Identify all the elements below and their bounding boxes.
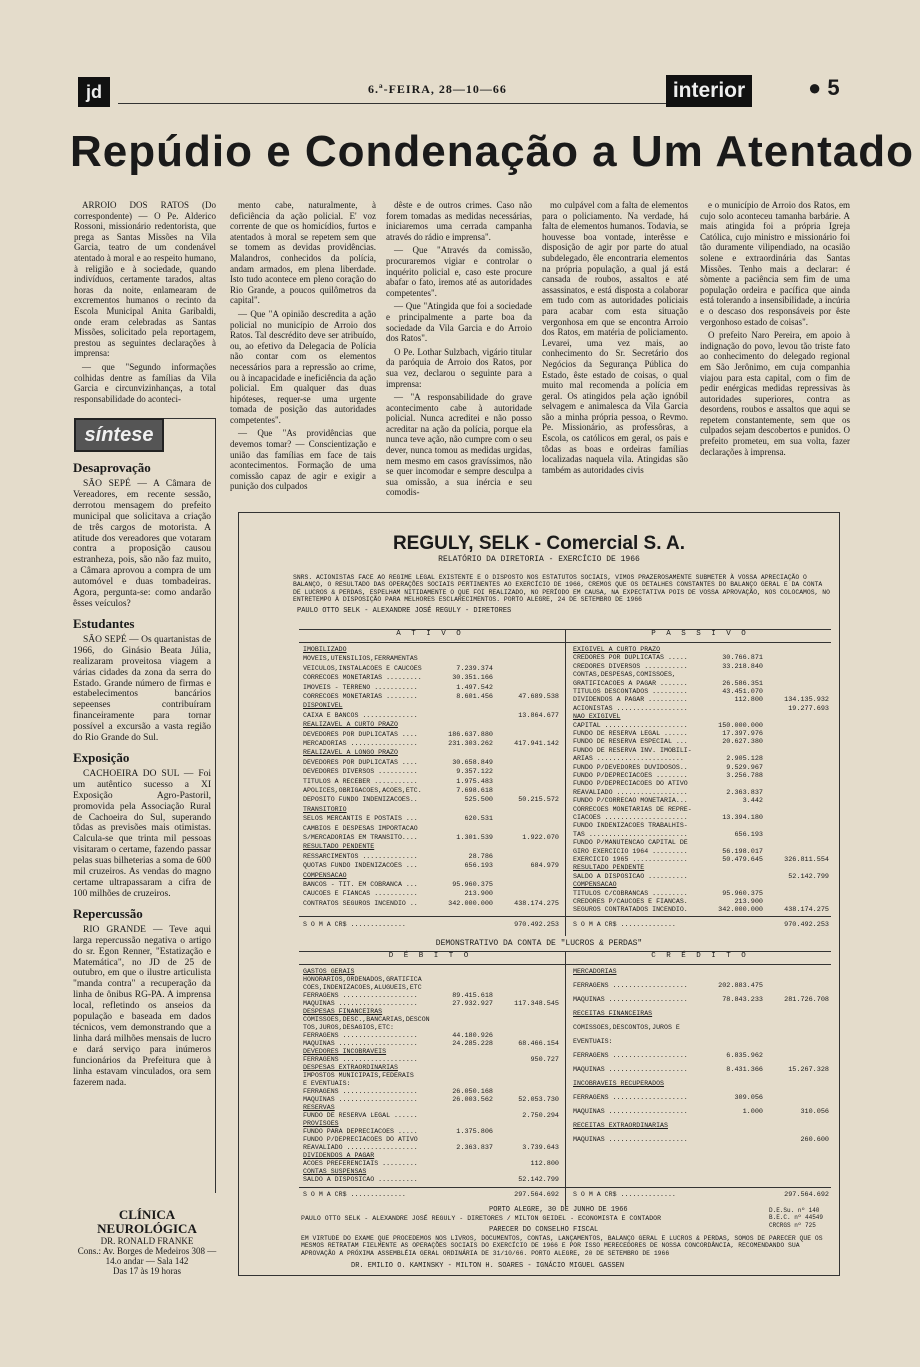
article-paragraph: mento cabe, naturalmente, à deficiência da ação policial. E' voz corrente de que os homicídios, furtos e atentados à moral se repetem sem que se tomem as devidas providências. Malandros, conhecidos da polícia, andam armados, em plena liberdade. Isto tudo acontece em pleno coração do Rio Grande, a poucos quilômetros da capital". [230, 200, 376, 306]
account-partial-value: 3.256.788 [726, 772, 763, 780]
article-column-4 [542, 200, 688, 505]
account-label: CORRECOES MONETARIAS ......... [303, 674, 422, 682]
clinic-hours: Das 17 às 19 horas [113, 1266, 181, 1276]
account-partial-value: 3.442 [742, 797, 763, 806]
account-label: DIVIDENDOS A PAGAR .......... [573, 696, 688, 704]
financial-report-ad [238, 512, 840, 1276]
page-number-value: 5 [827, 75, 840, 100]
account-partial-value: 44.180.926 [452, 1032, 493, 1040]
account-total-value: 52.053.730 [518, 1096, 559, 1104]
account-partial-value: 186.637.880 [448, 730, 493, 739]
account-total-value: 52.142.799 [518, 1176, 559, 1184]
article-column-5 [700, 200, 850, 505]
dre-divider [565, 952, 566, 1206]
account-label: MERCADORIAS [573, 968, 617, 975]
brief-text: SÃO SEPÉ — Os quartanistas de 1966, do Ginásio Beata Júlia, realizaram proveitosa viagem a várias cidades da zona da serra do Estado. Grande número de firmas e estabelecimentos bancários sepeenses contribuíram financeiramente para tornar possível a excursão a vasta região do Rio Grande do Sul. [73, 634, 211, 744]
account-partial-value: 20.627.380 [722, 738, 763, 747]
account-label: DIVIDENDOS A PAGAR [303, 1152, 375, 1159]
soma-credito-value: 297.564.692 [784, 1191, 829, 1199]
account-partial-value: 28.786 [468, 852, 493, 861]
account-label: DEVEDORES POR DUPLICATAS .... [303, 758, 418, 766]
account-partial-value: 8.601.456 [456, 693, 493, 701]
account-partial-value: 13.394.180 [722, 814, 763, 822]
account-label: REAVALIADO .................. [573, 788, 688, 796]
account-partial-value: 43.451.070 [722, 688, 763, 696]
soma-ativo-value: 970.492.253 [514, 921, 559, 929]
article-paragraph: O prefeito Naro Pereira, em apoio à indignação do povo, levou tão triste fato ao conhecimento do delegado regional em São Jerônimo, em cuja companhia viajou para esta capital, com o fim de pedir enérgicas medidas repressivas às autoridades superiores, contra as desordens, roubos e assaltos que aqui se repetem constantemente, sem que os culpados sejam descobertos e punidos. O prefeito prometeu, em sua volta, fazer declarações à imprensa. [700, 330, 850, 457]
account-partial-value: 95.960.375 [722, 889, 763, 898]
account-label: FERRAGENS ................... [303, 992, 418, 999]
account-total-value: 950.727 [530, 1056, 559, 1064]
account-label: RESULTADO PENDENTE [303, 843, 375, 851]
report-subtitle: RELATÓRIO DA DIRETORIA - EXERCÍCIO DE 1966 [438, 555, 640, 564]
account-label: RECEITAS FINANCEIRAS [573, 1010, 653, 1017]
account-label: TOS,JUROS,DESAGIOS,ETC: [303, 1024, 395, 1031]
account-partial-value: 1.375.806 [456, 1128, 493, 1136]
account-label: SALDO A DISPOSICAO .......... [573, 872, 688, 880]
account-label: FERRAGENS ................... [303, 1056, 418, 1063]
account-label: GASTOS GERAIS [303, 968, 355, 975]
footer-date: PORTO ALEGRE, 30 DE JUNHO DE 1966 [489, 1206, 628, 1214]
account-label: FUNDO DE RESERVA LEGAL ...... [303, 1112, 418, 1119]
account-total-value: 3.739.643 [522, 1144, 559, 1152]
account-partial-value: 309.056 [734, 1094, 763, 1102]
account-partial-value: 27.932.927 [452, 1000, 493, 1008]
account-label: FUNDO P/DEPRECIACOES DO ATIVO [573, 780, 688, 788]
account-partial-value: 2.363.837 [456, 1144, 493, 1152]
account-label: MAQUINAS .................... [573, 1108, 688, 1115]
article-paragraph: O Pe. Lothar Sulzbach, vigário titular da paróquia de Arroio dos Ratos, por sua vez, declarou o seguinte para a imprensa: [386, 346, 532, 389]
account-total-value: 50.215.572 [518, 796, 559, 805]
account-partial-value: 56.198.017 [722, 847, 763, 856]
account-total-value: 684.979 [530, 862, 559, 871]
account-partial-value: 26.003.562 [452, 1096, 493, 1104]
account-partial-value: 30.658.849 [452, 758, 493, 767]
account-total-value: 15.267.328 [788, 1066, 829, 1074]
account-total-value: 438.174.275 [514, 899, 559, 908]
account-total-value: 47.689.538 [518, 693, 559, 701]
parecer-signers: DR. EMILIO O. KAMINSKY - MILTON H. SOARES - IGNÁCIO MIGUEL GASSEN [351, 1262, 625, 1270]
account-partial-value: 9.357.122 [456, 768, 493, 777]
account-total-value: 134.135.932 [784, 696, 829, 705]
article-paragraph: — Que "Atingida que foi a sociedade e principalmente a parte boa da sociedade da Vila Garcia e do Arroio dos Ratos". [386, 301, 532, 344]
article-paragraph: — que "Segundo informações colhidas dentre as famílias da Vila Garcia e circunvizinhanças, a total responsabilidade do aconteci- [74, 361, 216, 404]
account-total-value: 438.174.275 [784, 906, 829, 915]
account-partial-value: 17.397.976 [722, 730, 763, 738]
report-intro: SNRS. ACIONISTAS FACE AO REGIME LEGAL EXISTENTE E O DISPOSTO NOS ESTATUTOS SOCIAIS, VIMOS PRAZEROSAMENTE SUBMETER À VOSSA APRECIAÇÃO O BALANÇO, O RESULTADO DAS OPERAÇÕES SOCIAIS PERTINENTES AO EXERCÍCIO DE 1966, CREMOS QUE OS DETALHES CONSTANTES DO BALANÇO GERAL E DA CONTA DE LUCROS & PERDAS, ESPELHAM NITIDAMENTE O QUE FOI REALIZADO, NO PERÍODO EM CAUSA, NA EXPECTATIVA POIS DE VOSSA APROVAÇÃO, NOS COLOCAMOS, NO ENTRETEMPO À DISPOSIÇÃO PARA MELHORES ESCLARECIMENTOS. PORTO ALEGRE, 24 DE SETEMBRO DE 1966 [293, 574, 830, 604]
account-label: FERRAGENS ................... [573, 1052, 688, 1059]
account-label: EXIGIVEL A CURTO PRAZO [573, 646, 661, 653]
header-rule [118, 103, 670, 104]
account-label: ACOES PREFERENCIAIS ......... [303, 1160, 418, 1167]
account-label: NAO EXIGIVEL [573, 713, 621, 721]
account-label: COMPENSACAO [303, 871, 347, 879]
account-label: TITULOS C/COBRANCAS ......... [573, 889, 688, 897]
account-label: DEVEDORES DIVERSOS .......... [303, 768, 418, 776]
article-column-3 [386, 200, 532, 505]
account-label: REAVALIADO .................. [303, 1144, 418, 1151]
account-partial-value: 7.239.374 [456, 664, 493, 673]
soma-debito-value: 297.564.692 [514, 1191, 559, 1199]
account-label: IMPOSTOS MUNICIPAIS,FEDERAIS [303, 1072, 414, 1079]
ativo-header: A T I V O [396, 630, 464, 638]
account-label: MAQUINAS .................... [573, 1066, 688, 1073]
account-label: CAMBIOS E DESPESAS IMPORTACAO [303, 824, 418, 832]
account-label: CORRECOES MONETARIAS DE REPRE- [573, 805, 692, 813]
account-partial-value: 656.193 [464, 862, 493, 871]
parecer-text: EM VIRTUDE DO EXAME QUE PROCEDEMOS NOS LIVROS, DOCUMENTOS, CONTAS, LANÇAMENTOS, BALANÇO GERAL E LUCROS & PERDAS, SOMOS DE PARECER QUE OS MESMOS RETRATAM FIELMENTE AS OPERAÇÕES SOCIAIS DO EXERCÍCIO DE 1966 E POR ISSO MERECEDORES DE NOSSA CONCORDÂNCIA, RECOMENDANDO SUA APROVAÇÃO A PRÓXIMA ASSEMBLÉIA GERAL ORDINÁRIA DE 31/10/66. PORTO ALEGRE, 20 DE SETEMBRO DE 1966 [301, 1235, 823, 1257]
account-label: SEGUROS CONTRATADOS INCENDIO. [573, 906, 688, 914]
account-label: FUNDO DE RESERVA ESPECIAL ... [573, 738, 688, 746]
article-paragraph: mo culpável com a falta de elementos para o policiamento. Na verdade, há falta de elementos humanos. Todavia, se houvesse boa vontade, interêsse e disposição de agir por parte do atual subdelegado, êle encontraria elementos na própria população, a qual já está cansada de roubos, assaltos e até assassinatos, e está disposta a colaborar em tudo com as autoridades policiais para acabar com esta situação vergonhosa em que se encontra Arroio dos Ratos, em matéria de policiamento. Levarei, uma vez mais, ao conhecimento do Sr. Secretário dos Negócios da Segurança Pública do Estado, êste estado de coisas, o qual muito mal recomenda a polícia em geral. Os atingidos pela ação ignóbil selvagem e animalesca da Vila Garcia são a minha própria pessoa, o Revmo. Pe. Missionário, as professôras, a Escola, os católicos em geral, os pais e tôdas as boas e ordeiras famílias localizadas naquela vila. Atingidas são também as autoridades civis [542, 200, 688, 475]
account-label: MOVEIS,UTENSILIOS,FERRAMENTAS [303, 655, 418, 663]
footer-signers: PAULO OTTO SELK - ALEXANDRE JOSÉ REGULY - DIRETORES / MILTON GEIDEL - ECONOMISTA E CONTADOR [301, 1215, 662, 1222]
account-partial-value: 30.766.871 [722, 654, 763, 663]
account-partial-value: 202.883.475 [718, 982, 763, 990]
sintese-label: síntese [74, 418, 164, 452]
account-partial-value: 7.698.618 [456, 787, 493, 795]
account-label: SALDO A DISPOSICAO .......... [303, 1176, 418, 1183]
account-label: REALIZAVEL A CURTO PRAZO [303, 721, 398, 729]
account-label: DESPESAS EXTRAORDINARIAS [303, 1064, 398, 1071]
account-total-value: 13.864.677 [518, 711, 559, 720]
account-total-value: 1.922.070 [522, 834, 559, 842]
account-label: BANCOS - TIT. EM COBRANCA ... [303, 881, 418, 888]
account-label: QUOTAS FUNDO INDENIZACOES ... [303, 862, 418, 870]
clinic-title: CLÍNICA NEUROLÓGICA [97, 1207, 197, 1236]
account-partial-value: 26.586.351 [722, 679, 763, 688]
account-partial-value: 1.301.539 [456, 834, 493, 842]
account-label: ARIAS ...................... [573, 755, 684, 763]
clinic-ad [73, 1208, 221, 1276]
account-label: FUNDO INDENIZACOES TRABALHIS- [573, 822, 688, 830]
account-label: COMISSOES,DESC.,BANCARIAS,DESCON [303, 1016, 430, 1023]
account-partial-value: 620.531 [464, 815, 493, 824]
soma-credito-label: S O M A CR$ .............. [573, 1191, 676, 1198]
account-label: RECEITAS EXTRAORDINARIAS [573, 1122, 668, 1129]
account-total-value: 117.348.545 [514, 1000, 559, 1008]
account-label: TRANSITORIO [303, 805, 347, 813]
account-partial-value: 656.193 [734, 830, 763, 839]
article-paragraph: e o município de Arroio dos Ratos, em cujo solo aconteceu tamanha barbárie. A mais atingida foi a própria Igreja Católica, cujo ministro e missionário foi tão duramente vilipendiado, na ocasião solene e extraordinária das Santas Missões. Tenho mais a declarar: é sòmente a paciência sem fim de uma população ordeira e pacífica que ainda está tolerando a insensibilidade, a incúria e o descaso dos responsáveis por êste vergonhoso estado de coisas". [700, 200, 850, 327]
account-partial-value: 6.835.962 [726, 1052, 763, 1060]
article-paragraph: — Que "As providências que devemos tomar? — Conscientização e união das famílias em face de tais acontecimentos. Formação de uma comissão capaz de agir e exigir a punição dos culpados [230, 428, 376, 492]
article-paragraph: — "A responsabilidade do grave acontecimento cabe à autoridade policial. Nunca acreditei e não posso acreditar na ação da polícia, porque ela nunca teve ação, não cumpre com o seu dever, nunca tomou as medidas urgidas, nem mesmo em casos gravíssimos, não se quer incomodar e sempre desculpa a sua omissão, a sua inércia e seu comodis- [386, 392, 532, 498]
page-number: ● 5 [808, 75, 840, 100]
account-total-value: 68.466.154 [518, 1040, 559, 1048]
account-label: HONORARIOS,ORDENADOS,GRATIFICA [303, 976, 422, 983]
account-label: DEVEDORES POR DUPLICATAS .... [303, 730, 418, 738]
account-partial-value: 1.000 [742, 1108, 763, 1116]
account-total-value: 417.941.142 [514, 740, 559, 748]
account-label: TITULOS DESCONTADOS ......... [573, 688, 688, 695]
account-label: MAQUINAS .................... [303, 1000, 418, 1007]
dre-soma-rule [299, 1187, 831, 1188]
parecer-title: PARECER DO CONSELHO FISCAL [489, 1226, 599, 1234]
brief-title: Estudantes [73, 615, 135, 631]
account-label: CONTRATOS SEGUROS INCENDIO .. [303, 899, 418, 907]
account-label: FUNDO P/DEPRECIACOES DO ATIVO [303, 1136, 418, 1143]
sintese-sidebar [73, 454, 211, 1092]
account-label: ACIONISTAS .................. [573, 704, 688, 712]
account-label: MERCADORIAS ................. [303, 740, 418, 747]
soma-debito-label: S O M A CR$ .............. [303, 1191, 406, 1198]
article-column-1 [74, 200, 216, 408]
article-paragraph: dêste e de outros crimes. Caso não forem tomadas as medidas necessárias, iniciaremos uma cerrada campanha através do rádio e imprensa". [386, 200, 532, 242]
account-label: REALIZAVEL A LONGO PRAZO [303, 749, 398, 757]
account-label: MAQUINAS .................... [573, 996, 688, 1003]
account-label: EXERCICIO 1965 .............. [573, 856, 688, 863]
account-label: FERRAGENS ................... [573, 982, 688, 989]
article-paragraph: — Que "A opinião descredita a ação policial no município de Arroio dos Ratos. Tal descrédito deve ser atribuído, ou, ao efetivo da Delegacia de Polícia não contar com os elementos necessários para a repressão ao crime, ou à incapacidade e ineficiência da ação policial. Em qualquer das duas hipóteses, requer-se uma urgente tomada de posição das autoridades competentes". [230, 308, 376, 425]
dre-title: DEMONSTRATIVO DA CONTA DE "LUCROS & PERDAS" [435, 939, 643, 948]
account-label: CORRECOES MONETARIAS ........ [303, 693, 418, 700]
account-label: FUNDO P/MANUTENCAO CAPITAL DE [573, 839, 688, 847]
account-partial-value: 213.900 [464, 890, 493, 899]
account-partial-value: 231.303.262 [448, 740, 493, 748]
profit-loss-statement [299, 951, 831, 1206]
account-partial-value: 89.415.618 [452, 992, 493, 1000]
account-partial-value: 78.843.233 [722, 996, 763, 1004]
account-partial-value: 26.050.168 [452, 1088, 493, 1096]
account-partial-value: 2.905.128 [726, 755, 763, 764]
account-label: RESERVAS [303, 1104, 335, 1111]
account-label: IMOVEIS - TERRENO ........... [303, 683, 418, 691]
account-partial-value: 1.975.483 [456, 777, 493, 786]
account-label: DESPESAS FINANCEIRAS [303, 1008, 383, 1015]
brief-title: Exposição [73, 749, 130, 765]
issue-date: 6.ª-FEIRA, 28—10—66 [368, 82, 507, 96]
account-label: FUNDO PARA DEPRECIACOES ..... [303, 1128, 418, 1135]
account-label: DEPOSITO FUNDO INDENIZACOES.. [303, 796, 418, 804]
account-label: S/MERCADORIAS EM TRANSITO.... [303, 834, 418, 841]
account-label: DEVEDORES INCOBRAVEIS [303, 1048, 387, 1055]
account-label: IMOBILIZADO [303, 646, 347, 653]
account-partial-value: 342.000.000 [718, 906, 763, 915]
account-partial-value: 342.000.000 [448, 899, 493, 908]
account-label: EVENTUAIS: [573, 1038, 613, 1045]
brief-text: CACHOEIRA DO SUL — Foi um autêntico sucesso a XI Exposição Agro-Pastoril, promovida pela Associação Rural de Cachoeira do Sul, superando tôdas as previsões mais otimistas. Calcula-se que trinta mil pessoas visitaram o certame, fazendo passar pelas suas bilheterias a soma de 600 mil cruzeiros. As vendas do magno certame ultrapassaram a cifra de 100 milhões de cruzeiros. [73, 768, 211, 899]
account-label: TITULOS A RECEBER ........... [303, 777, 418, 785]
account-partial-value: 150.000.000 [718, 721, 763, 730]
account-label: GIRO EXERCICIO 1964 ......... [573, 847, 688, 855]
account-label: FUNDO P/CORRECAO MONETARIA... [573, 797, 688, 805]
page-header [78, 75, 850, 109]
account-partial-value: 1.497.542 [456, 683, 493, 692]
account-label: FUNDO DE RESERVA INV. IMOBILI- [573, 746, 692, 754]
brief-title: Repercussão [73, 905, 143, 921]
account-partial-value: 213.900 [734, 898, 763, 906]
account-label: MAQUINAS .................... [303, 1096, 418, 1103]
account-label: FUNDO DE RESERVA LEGAL ...... [573, 730, 688, 737]
account-label: E EVENTUAIS: [303, 1080, 351, 1087]
account-label: CAIXA E BANCOS .............. [303, 711, 418, 719]
clinic-doctor: DR. RONALD FRANKE [100, 1236, 194, 1246]
article-paragraph: — Que "Através da comissão, procuraremos vigiar e controlar o inquérito policial e, caso este procure abafar o fato, iremos até as autoridades competentes". [386, 245, 532, 298]
footer-registrations: D.E.Su. nº 140 B.E.C. nº 44549 CRCRGS nº 725 [769, 1207, 824, 1229]
account-label: MAQUINAS .................... [303, 1040, 418, 1047]
account-label: APOLICES,OBRIGACOES,ACOES,ETC. [303, 787, 422, 794]
brief-title: Desaprovação [73, 460, 151, 475]
soma-ativo-label: S O M A CR$ .............. [303, 921, 406, 928]
account-partial-value: 95.960.375 [452, 881, 493, 889]
account-label: CREDORES DIVERSOS ........... [573, 662, 688, 670]
account-partial-value: 112.800 [734, 696, 763, 705]
account-label: FUNDO P/DEVEDORES DUVIDOSOS.. [573, 763, 688, 771]
account-label: CREDORES P/CAUCOES E FIANCAS. [573, 898, 688, 905]
account-total-value: 19.277.693 [788, 704, 829, 713]
soma-rule [299, 916, 831, 917]
account-label: VEICULOS,INSTALACOES E CAUCOES [303, 664, 422, 672]
account-partial-value: 2.363.837 [726, 788, 763, 797]
account-label: COMPENSACAO [573, 881, 617, 889]
account-total-value: 326.811.554 [784, 856, 829, 864]
article-column-2 [230, 200, 376, 505]
account-label: CIACOES ..................... [573, 814, 688, 821]
balance-sheet [299, 629, 831, 936]
section-label: interior [666, 75, 752, 107]
article-paragraph: ARROIO DOS RATOS (Do correspondente) — O Pe. Alderico Rossoni, missionário redentorista, que prega as Santas Missões na Vila Garcia, teatro de um condenável atentado à moral e ao respeito humano, à religião e à sociedade, quando indivíduos, certamente tarados, altas horas da noite, enlamearam de excrementos humanos o recinto da Escola Municipal Anita Garibaldi, onde eram celebradas as Santas Missões, solicitado pela reportagem, prestou as seguintes declarações à imprensa: [74, 200, 216, 359]
passivo-header: P A S S I V O [651, 630, 749, 638]
balance-divider [565, 630, 566, 936]
account-label: CONTAS,DESPESAS,COMISSOES, [573, 671, 676, 679]
account-total-value: 52.142.799 [788, 872, 829, 881]
brief-text: RIO GRANDE — Teve aqui larga repercussão negativa o artigo do sr. Egon Renner, "Estatização e Matemática", no JD de 25 de outubro, em que o ilustre articulista "manda contra" a recuperação da linha de ônibus RG-PA. A imprensa local, refletindo os anseios da população e baseada em dados técnicos, vem demonstrando que a linha dará milhões mensais de lucro e dará serviço para inúmeros funcionários da Prefeitura que à linha estavam vinculados, ora sem fazerem nada. [73, 924, 211, 1088]
account-label: FERRAGENS ................... [573, 1094, 688, 1101]
account-label: RESSARCIMENTOS .............. [303, 852, 418, 860]
report-signers: PAULO OTTO SELK - ALEXANDRE JOSÉ REGULY - DIRETORES [297, 606, 512, 615]
account-label: FERRAGENS ................... [303, 1032, 418, 1039]
debito-header: D É B I T O [388, 952, 472, 960]
account-total-value: 2.750.294 [522, 1112, 559, 1120]
clinic-address: Cons.: Av. Borges de Medeiros 308 — 14.o andar — Sala 142 [77, 1246, 217, 1266]
account-partial-value: 30.351.166 [452, 674, 493, 683]
company-name: REGULY, SELK - Comercial S. A. [392, 533, 686, 554]
soma-passivo-label: S O M A CR$ .............. [573, 921, 676, 928]
soma-passivo-value: 970.492.253 [784, 921, 829, 929]
account-total-value: 260.600 [800, 1136, 829, 1144]
headline: Repúdio e Condenação a Um Atentado [70, 127, 915, 176]
account-partial-value: 33.218.840 [722, 662, 763, 671]
sidebar-rule [215, 418, 216, 1193]
account-total-value: 281.726.708 [784, 996, 829, 1004]
account-partial-value: 9.529.967 [726, 763, 763, 772]
credito-header: C R É D I T O [651, 952, 749, 960]
account-label: GRATIFICACOES A PAGAR ....... [573, 679, 688, 687]
account-label: DISPONIVEL [303, 702, 343, 710]
account-label: CREDORES POR DUPLICATAS ..... [573, 654, 688, 662]
account-label: PROVISOES [303, 1120, 339, 1127]
jd-logo: jd [78, 77, 110, 107]
account-label: CONTAS SUSPENSAS [303, 1168, 367, 1175]
account-total-value: 112.800 [530, 1160, 559, 1168]
account-label: CAPITAL ..................... [573, 721, 688, 729]
account-total-value: 310.056 [800, 1108, 829, 1116]
account-label: RESULTADO PENDENTE [573, 864, 645, 872]
account-label: MAQUINAS .................... [573, 1136, 688, 1143]
account-partial-value: 8.431.366 [726, 1066, 763, 1074]
account-label: TAS ......................... [573, 830, 688, 838]
account-partial-value: 24.285.228 [452, 1040, 493, 1048]
account-label: SELOS MERCANTIS E POSTAIS ... [303, 815, 418, 823]
account-partial-value: 525.500 [464, 796, 493, 805]
account-partial-value: 50.479.645 [722, 856, 763, 864]
account-label: FERRAGENS ................... [303, 1088, 418, 1095]
account-label: INCOBRAVEIS RECUPERADOS [573, 1080, 665, 1087]
account-label: COMISSOES,DESCONTOS,JUROS E [573, 1024, 680, 1031]
brief-text: SÃO SEPÉ — A Câmara de Vereadores, em recente sessão, derrotou mensagem do prefeito municipal que solicitava a criação de três cargos de motorista. A atitude dos vereadores que votaram contra a proposição causou estranheza, pois, são não faz muito, a Câmara aprovou a compra de um automóvel e duas tombadeiras. Agora, pergunta-se: como andarão êsses veículos? [73, 479, 211, 609]
account-label: COES,INDENIZACOES,ALUGUEIS,ETC [303, 984, 422, 991]
account-label: CAUCOES E FIANCAS ........... [303, 890, 418, 898]
account-label: FUNDO P/DEPRECIACOES ........ [573, 772, 688, 779]
